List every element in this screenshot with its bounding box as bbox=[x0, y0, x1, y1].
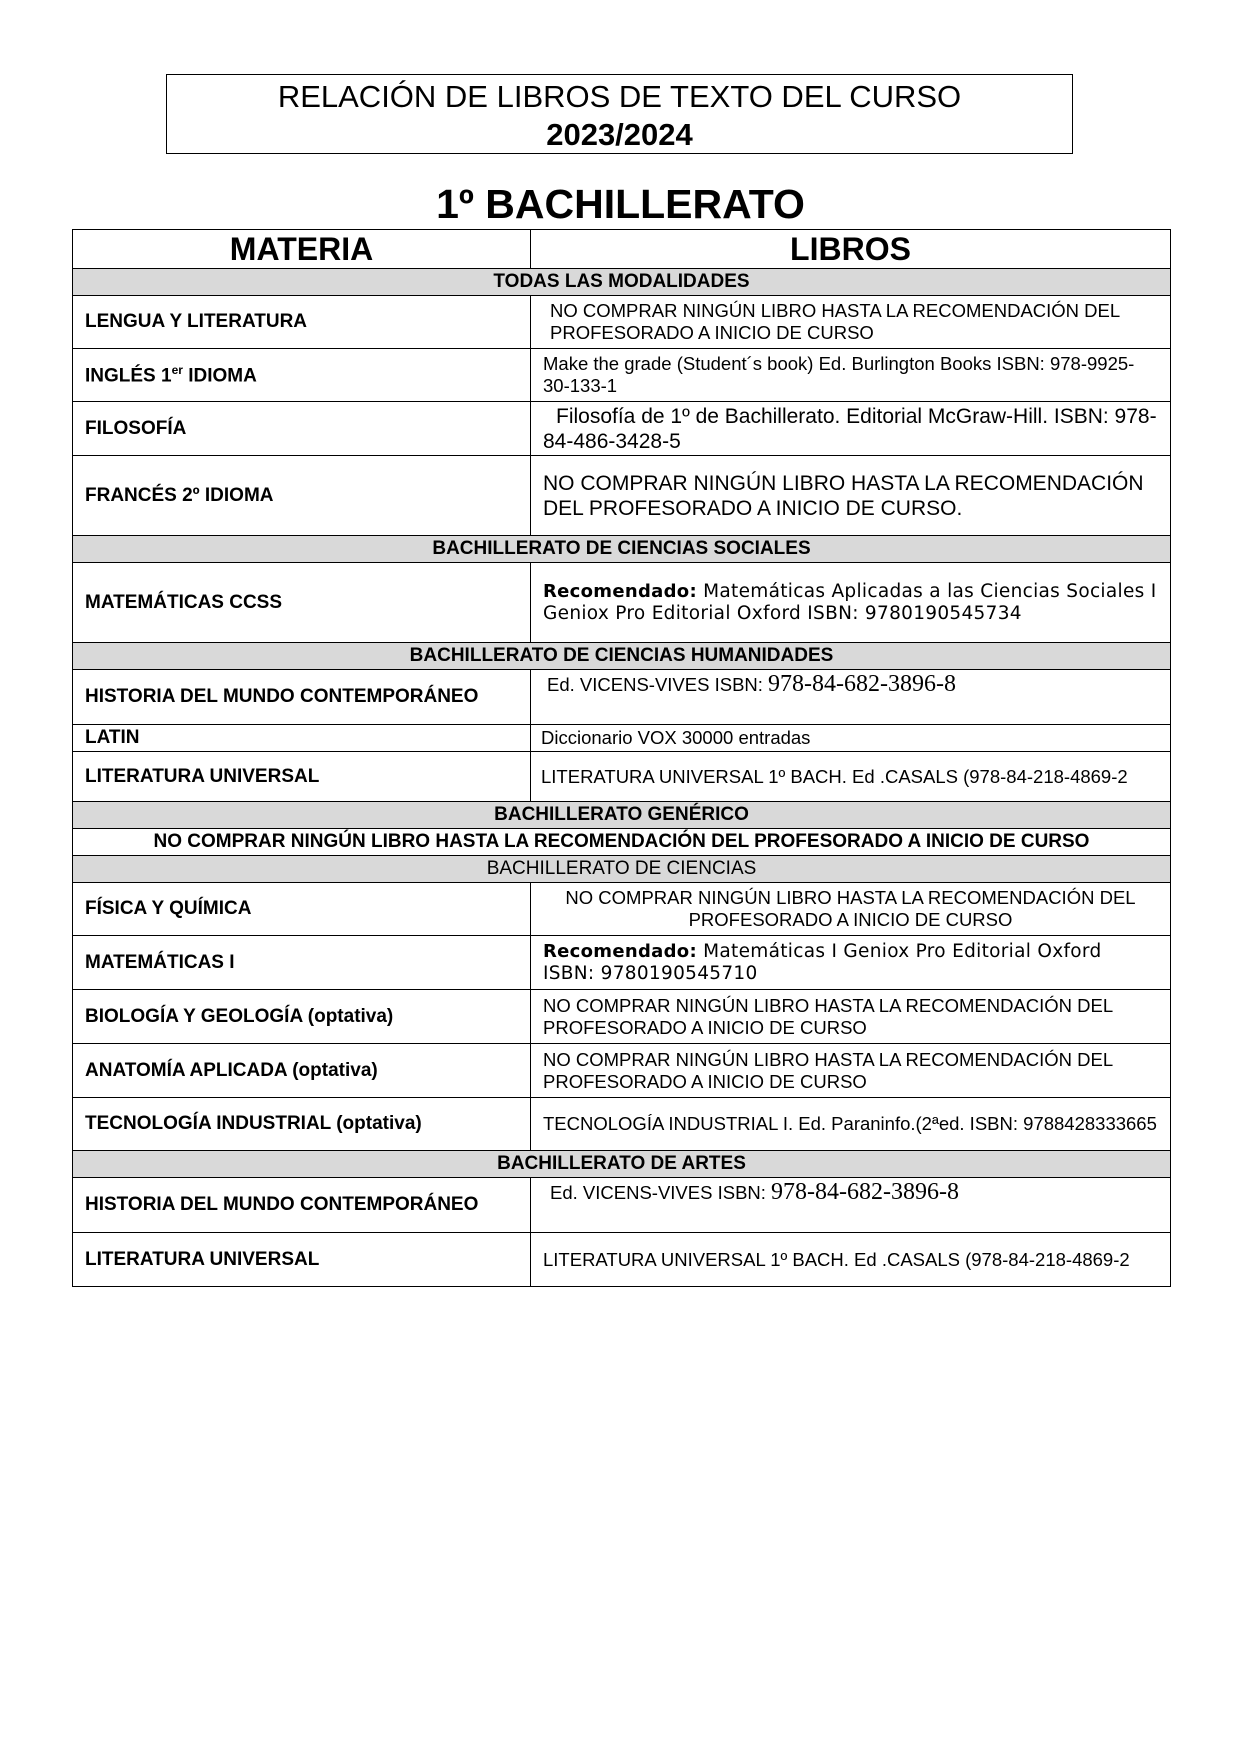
subject-text: BIOLOGÍA Y GEOLOGÍA bbox=[85, 1005, 303, 1027]
book-text: Ed. VICENS-VIVES ISBN: bbox=[550, 1182, 772, 1203]
document-title-box bbox=[166, 74, 1073, 154]
subject-cell: FILOSOFÍA bbox=[73, 402, 531, 456]
section-row-generico bbox=[73, 802, 1171, 829]
table-row bbox=[73, 1044, 1171, 1098]
course-level-heading: 1º BACHILLERATO bbox=[436, 181, 805, 227]
table-row bbox=[73, 402, 1171, 456]
subject-cell: LITERATURA UNIVERSAL bbox=[73, 752, 531, 802]
section-note: NO COMPRAR NINGÚN LIBRO HASTA LA RECOMENDACIÓN DEL PROFESORADO A INICIO DE CURSO bbox=[73, 829, 1171, 856]
section-note-row bbox=[73, 829, 1171, 856]
subject-text: INGLÉS 1 bbox=[85, 365, 172, 387]
section-row-artes bbox=[73, 1151, 1171, 1178]
section-row-humanidades bbox=[73, 643, 1171, 670]
book-isbn: 978-84-682-3896-8 bbox=[771, 1179, 960, 1205]
table-row bbox=[73, 883, 1171, 936]
textbook-table bbox=[72, 229, 1171, 1287]
subject-superscript: er bbox=[171, 362, 183, 377]
subject-cell: HISTORIA DEL MUNDO CONTEMPORÁNEO bbox=[73, 1178, 531, 1233]
subject-cell: HISTORIA DEL MUNDO CONTEMPORÁNEO bbox=[73, 670, 531, 725]
column-header-libros: LIBROS bbox=[531, 230, 1171, 269]
book-cell: TECNOLOGÍA INDUSTRIAL I. Ed. Paraninfo.(2ªed. ISBN: 9788428333665 bbox=[531, 1098, 1171, 1151]
subject-text: ANATOMÍA APLICADA bbox=[85, 1059, 287, 1081]
section-row-ciencias bbox=[73, 856, 1171, 883]
book-cell: NO COMPRAR NINGÚN LIBRO HASTA LA RECOMENDACIÓN DEL PROFESORADO A INICIO DE CURSO bbox=[531, 883, 1171, 936]
subject-cell bbox=[73, 990, 531, 1044]
subject-cell: FRANCÉS 2º IDIOMA bbox=[73, 456, 531, 536]
optional-tag: (optativa) bbox=[286, 1059, 378, 1081]
table-row bbox=[73, 990, 1171, 1044]
table-row bbox=[73, 349, 1171, 402]
table-header-row bbox=[73, 230, 1171, 269]
book-cell bbox=[531, 1178, 1171, 1233]
recommended-label: Recomendado: bbox=[543, 940, 697, 962]
book-text: Matemáticas I Geniox Pro Editorial Oxford ISBN: 9780190545710 bbox=[543, 940, 1102, 984]
subject-cell: MATEMÁTICAS I bbox=[73, 936, 531, 990]
section-row-ccss bbox=[73, 536, 1171, 563]
table-row bbox=[73, 725, 1171, 752]
table-row bbox=[73, 670, 1171, 725]
book-text: Ed. VICENS-VIVES ISBN: bbox=[547, 674, 769, 695]
subject-text-rest: IDIOMA bbox=[182, 365, 257, 387]
table-row bbox=[73, 1233, 1171, 1287]
section-row-todas bbox=[73, 269, 1171, 296]
book-cell: Diccionario VOX 30000 entradas bbox=[531, 725, 1171, 752]
table-row bbox=[73, 752, 1171, 802]
table-row bbox=[73, 936, 1171, 990]
section-title: BACHILLERATO DE CIENCIAS HUMANIDADES bbox=[73, 643, 1171, 670]
book-text: Matemáticas Aplicadas a las Ciencias Sociales I Geniox Pro Editorial Oxford ISBN: 9780190545734 bbox=[543, 580, 1157, 624]
optional-tag: (optativa) bbox=[330, 1113, 422, 1134]
subject-cell: LENGUA Y LITERATURA bbox=[73, 296, 531, 349]
subject-cell: MATEMÁTICAS CCSS bbox=[73, 563, 531, 643]
subject-cell: LATIN bbox=[73, 725, 531, 752]
table-row bbox=[73, 1098, 1171, 1151]
column-header-materia: MATERIA bbox=[73, 230, 531, 269]
table-row bbox=[73, 296, 1171, 349]
book-isbn: 978-84-682-3896-8 bbox=[768, 671, 957, 697]
book-cell bbox=[531, 936, 1171, 990]
section-title: BACHILLERATO DE CIENCIAS SOCIALES bbox=[73, 536, 1171, 563]
book-cell: LITERATURA UNIVERSAL 1º BACH. Ed .CASALS (978-84-218-4869-2 bbox=[531, 752, 1171, 802]
recommended-label: Recomendado: bbox=[543, 580, 697, 602]
book-cell: NO COMPRAR NINGÚN LIBRO HASTA LA RECOMENDACIÓN DEL PROFESORADO A INICIO DE CURSO bbox=[531, 990, 1171, 1044]
subject-cell: LITERATURA UNIVERSAL bbox=[73, 1233, 531, 1287]
book-cell: NO COMPRAR NINGÚN LIBRO HASTA LA RECOMENDACIÓN DEL PROFESORADO A INICIO DE CURSO bbox=[531, 1044, 1171, 1098]
document-title: RELACIÓN DE LIBROS DE TEXTO DEL CURSO bbox=[277, 79, 962, 114]
section-title: TODAS LAS MODALIDADES bbox=[73, 269, 1171, 296]
table-row bbox=[73, 1178, 1171, 1233]
optional-tag: (optativa) bbox=[302, 1005, 394, 1027]
section-title: BACHILLERATO DE CIENCIAS bbox=[73, 856, 1171, 883]
subject-cell bbox=[73, 349, 531, 402]
section-title: BACHILLERATO GENÉRICO bbox=[73, 802, 1171, 829]
subject-cell bbox=[73, 1098, 531, 1151]
book-cell: LITERATURA UNIVERSAL 1º BACH. Ed .CASALS (978-84-218-4869-2 bbox=[531, 1233, 1171, 1287]
table-row bbox=[73, 456, 1171, 536]
book-cell bbox=[531, 670, 1171, 725]
course-year: 2023/2024 bbox=[546, 117, 693, 152]
subject-cell bbox=[73, 1044, 531, 1098]
book-cell bbox=[531, 402, 1171, 456]
subject-text: TECNOLOGÍA INDUSTRIAL bbox=[85, 1113, 331, 1134]
section-title: BACHILLERATO DE ARTES bbox=[73, 1151, 1171, 1178]
book-cell: NO COMPRAR NINGÚN LIBRO HASTA LA RECOMENDACIÓN DEL PROFESORADO A INICIO DE CURSO. bbox=[531, 456, 1171, 536]
subject-cell: FÍSICA Y QUÍMICA bbox=[73, 883, 531, 936]
book-cell bbox=[531, 563, 1171, 643]
book-cell: Make the grade (Student´s book) Ed. Burlington Books ISBN: 978-9925-30-133-1 bbox=[531, 349, 1171, 402]
table-row bbox=[73, 563, 1171, 643]
book-cell: NO COMPRAR NINGÚN LIBRO HASTA LA RECOMENDACIÓN DEL PROFESORADO A INICIO DE CURSO bbox=[531, 296, 1171, 349]
book-text: Filosofía de 1º de Bachillerato. Editorial McGraw-Hill. ISBN: 978-84-486-3428-5 bbox=[543, 404, 1157, 453]
